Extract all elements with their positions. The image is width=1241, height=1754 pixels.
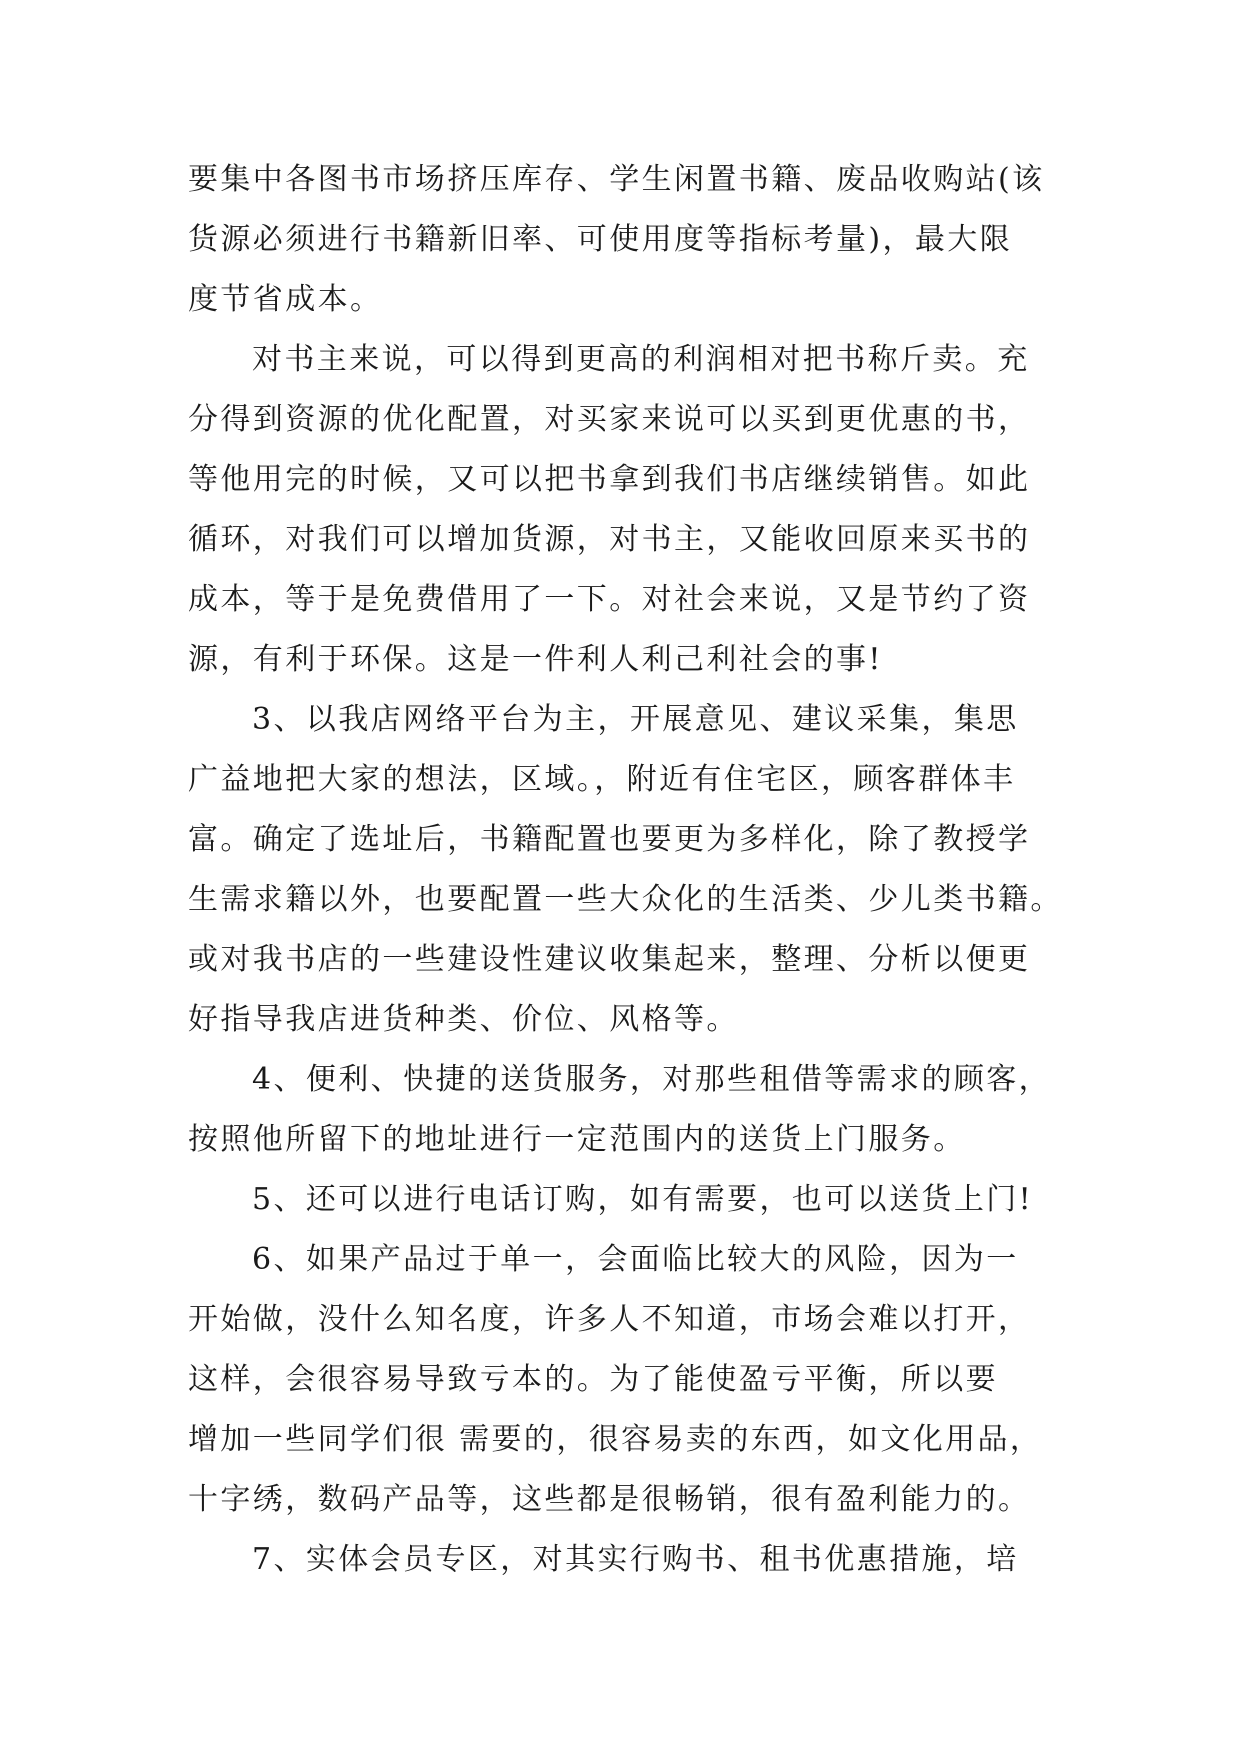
paragraph-line: 等他用完的时候，又可以把书拿到我们书店继续销售。如此	[188, 462, 1031, 497]
paragraph-line: 十字绣，数码产品等，这些都是很畅销，很有盈利能力的。	[188, 1482, 1031, 1517]
paragraph-line: 循环，对我们可以增加货源，对书主，又能收回原来买书的	[188, 522, 1031, 557]
paragraph-line: 成本，等于是免费借用了一下。对社会来说，又是节约了资	[188, 582, 1031, 617]
paragraph-line: 广益地把大家的想法，区域。，附近有住宅区，顾客群体丰	[188, 762, 1016, 797]
paragraph-line: 分得到资源的优化配置，对买家来说可以买到更优惠的书，	[188, 402, 1031, 437]
paragraph-line: 开始做，没什么知名度，许多人不知道，市场会难以打开，	[188, 1302, 1031, 1337]
paragraph-line: 对书主来说，可以得到更高的利润相对把书称斤卖。充	[252, 342, 1030, 377]
paragraph-line: 6、如果产品过于单一，会面临比较大的风险，因为一	[252, 1242, 1019, 1277]
paragraph-line: 这样，会很容易导致亏本的。为了能使盈亏平衡，所以要	[188, 1362, 998, 1397]
paragraph-line: 度节省成本。	[188, 282, 383, 317]
paragraph-line: 增加一些同学们很 需要的，很容易卖的东西，如文化用品，	[188, 1422, 1043, 1457]
document-body	[188, 150, 1068, 1590]
paragraph-line: 货源必须进行书籍新旧率、可使用度等指标考量)，最大限	[188, 222, 1013, 257]
paragraph-line: 好指导我店进货种类、价位、风格等。	[188, 1002, 739, 1037]
paragraph-line: 要集中各图书市场挤压库存、学生闲置书籍、废品收购站(该	[188, 162, 1045, 197]
paragraph-line: 3、以我店网络平台为主，开展意见、建议采集，集思	[252, 702, 1019, 737]
paragraph-line: 7、实体会员专区，对其实行购书、租书优惠措施，培	[252, 1542, 1019, 1577]
paragraph-line: 或对我书店的一些建设性建议收集起来，整理、分析以便更	[188, 942, 1031, 977]
paragraph-line: 源，有利于环保。这是一件利人利己利社会的事!	[188, 642, 883, 677]
paragraph-line: 4、便利、快捷的送货服务，对那些租借等需求的顾客，	[252, 1062, 1052, 1097]
paragraph-line: 生需求籍以外，也要配置一些大众化的生活类、少儿类书籍。	[188, 882, 1063, 917]
paragraph-line: 按照他所留下的地址进行一定范围内的送货上门服务。	[188, 1122, 966, 1157]
paragraph-line: 富。确定了选址后，书籍配置也要更为多样化，除了教授学	[188, 822, 1031, 857]
paragraph-line: 5、还可以进行电话订购，如有需要，也可以送货上门!	[252, 1182, 1034, 1217]
